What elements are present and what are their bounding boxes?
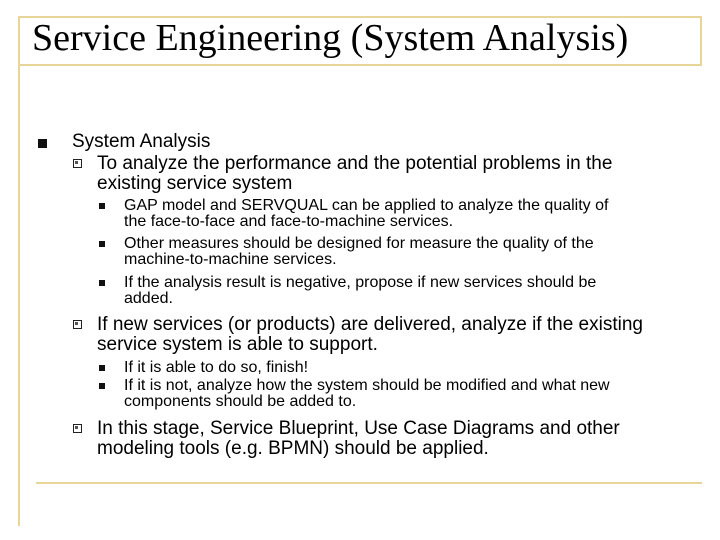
- item-analyze-line1: To analyze the performance and the potential problems in the: [97, 153, 613, 174]
- slide-title: Service Engineering (System Analysis): [32, 17, 629, 59]
- bullet-small-square-icon: [99, 203, 105, 209]
- item-stage-line1: In this stage, Service Blueprint, Use Case Diagrams and other: [97, 418, 620, 439]
- sub-other-line2: machine-to-machine services.: [124, 251, 337, 268]
- bullet-small-square-icon: [99, 383, 105, 389]
- sub-negative-line2: added.: [124, 290, 173, 307]
- bullet-hollow-square-icon: [73, 159, 82, 168]
- item-stage-line2: modeling tools (e.g. BPMN) should be applied.: [97, 438, 489, 459]
- bullet-small-square-icon: [99, 241, 105, 247]
- sub-gap-line2: the face-to-face and face-to-machine services.: [124, 213, 454, 230]
- bullet-small-square-icon: [99, 365, 105, 371]
- sub-other-line1: Other measures should be designed for measure the quality of the: [124, 235, 594, 252]
- sub-modify-line2: components should be added to.: [124, 393, 357, 410]
- bullet-system-analysis: System Analysis: [72, 131, 211, 152]
- item-new-services-line1: If new services (or products) are delivered, analyze if the existing: [97, 314, 643, 335]
- sub-modify-line1: If it is not, analyze how the system should be modified and what new: [124, 377, 610, 394]
- footer-line: [36, 482, 702, 484]
- item-new-services-line2: service system is able to support.: [97, 334, 378, 355]
- item-analyze-line2: existing service system: [97, 173, 293, 194]
- sub-finish: If it is able to do so, finish!: [124, 359, 309, 376]
- bullet-hollow-square-icon: [73, 424, 82, 433]
- frame-left-line: [18, 16, 20, 526]
- bullet-small-square-icon: [99, 280, 105, 286]
- sub-gap-line1: GAP model and SERVQUAL can be applied to analyze the quality of: [124, 197, 609, 214]
- bullet-hollow-square-icon: [73, 320, 82, 329]
- sub-negative-line1: If the analysis result is negative, propose if new services should be: [124, 274, 597, 291]
- title-underline: [18, 64, 702, 66]
- bullet-square-icon: [38, 139, 47, 148]
